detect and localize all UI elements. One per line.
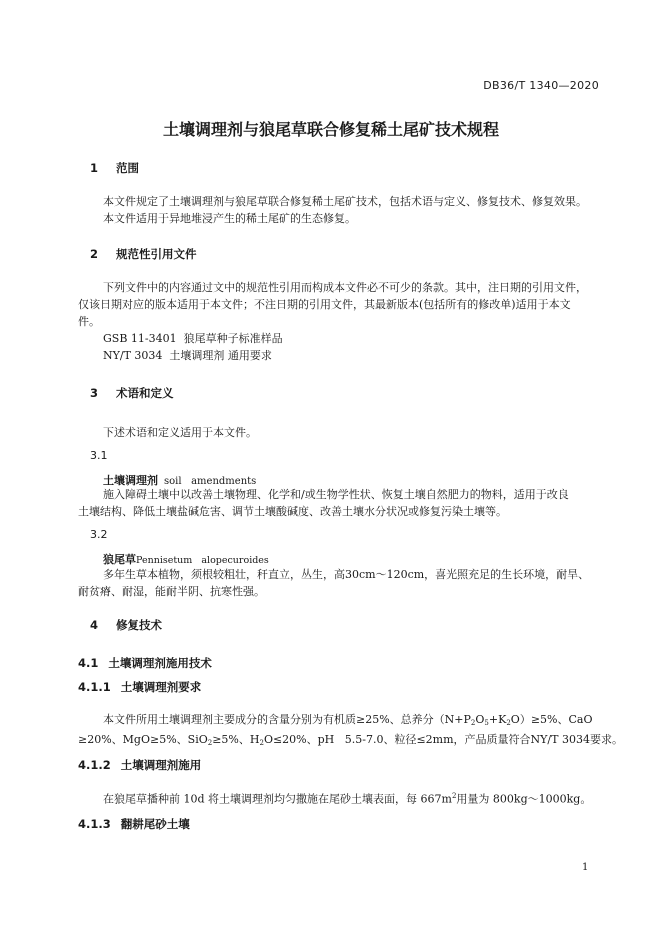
- term-3-1-name-en: soil amendments: [164, 476, 257, 487]
- section-1-paragraph-2: 本文件适用于异地堆浸产生的稀土尾矿的生态修复。: [103, 212, 356, 225]
- reference-ny-t-3034: NY/T 3034 土壤调理剂 通用要求: [103, 349, 272, 362]
- amendment-line-2-part-c: O≤20%、pH 5.5-7.0、粒径≤2mm，产品质量符合NY/T 3034要求。: [263, 733, 623, 746]
- term-3-1-definition-line-1: 施入障碍土壤中以改善土壤物理、化学和/或生物学性状、恢复土壤自然肥力的物料，适用于改良: [103, 488, 569, 501]
- section-3-heading: [90, 385, 174, 401]
- subsection-4-1-1-number: 4.1.1: [78, 680, 111, 694]
- amendment-line-1-sub-2: 5: [484, 719, 489, 727]
- amendment-requirement-line-1: [103, 711, 592, 732]
- term-3-2-number: 3.2: [90, 528, 108, 541]
- amendment-line-2-sub-2: 2: [259, 739, 264, 747]
- amendment-line-1-sub-3: 2: [506, 719, 511, 727]
- subsection-4-1-3-heading: [78, 816, 190, 832]
- section-1-title: 范围: [116, 161, 139, 175]
- subsection-4-1-heading: [78, 655, 212, 671]
- application-text-part-a: 在狼尾草播种前 10d 将土壤调理剂均匀撒施在尾砂土壤表面，每 667m: [103, 792, 452, 806]
- section-4-title: 修复技术: [116, 618, 162, 632]
- section-2-paragraph-line-3: 件。: [78, 315, 100, 328]
- reference-gsb-11-3401: GSB 11-3401 狼尾草种子标准样品: [103, 332, 283, 345]
- subsection-4-1-1-heading: [78, 679, 201, 695]
- section-2-heading: [90, 246, 197, 262]
- section-4-number: 4: [90, 618, 99, 632]
- term-3-2-title: [103, 548, 269, 567]
- section-3-number: 3: [90, 386, 99, 400]
- section-2-paragraph-line-1: 下列文件中的内容通过文中的规范性引用而构成本文件必不可少的条款。其中，注日期的引用文件，: [103, 281, 587, 294]
- term-3-2-definition-line-2: 耐贫瘠、耐湿，能耐半阴、抗寒性强。: [78, 585, 265, 598]
- amendment-application-text: [103, 788, 591, 808]
- term-3-2-definition-line-1: 多年生草本植物，须根较粗壮，秆直立，丛生，高30cm～120cm，喜光照充足的生长环境，耐旱、: [103, 568, 590, 581]
- subsection-4-1-2-number: 4.1.2: [78, 758, 111, 772]
- document-title: 土壤调理剂与狼尾草联合修复稀土尾矿技术规程: [162, 120, 499, 139]
- section-2-title: 规范性引用文件: [116, 247, 197, 261]
- amendment-line-2-part-a: ≥20%、MgO≥5%、SiO: [78, 733, 208, 746]
- subsection-4-1-number: 4.1: [78, 656, 99, 670]
- subsection-4-1-2-heading: [78, 757, 201, 773]
- subsection-4-1-3-number: 4.1.3: [78, 817, 111, 831]
- application-text-part-b: 用量为 800kg～1000kg。: [456, 792, 592, 806]
- amendment-line-1-part-d: O）≥5%、CaO: [510, 713, 593, 726]
- amendment-line-1-part-c: +K: [488, 713, 507, 726]
- term-3-2-name-en: Pennisetum alopecuroides: [136, 555, 269, 566]
- subsection-4-1-2-title: 土壤调理剂施用: [120, 758, 202, 772]
- section-2-paragraph-line-2: 仅该日期对应的版本适用于本文件；不注日期的引用文件，其最新版本(包括所有的修改单)适用于本文: [78, 298, 571, 311]
- application-text-sup: 2: [451, 792, 457, 800]
- subsection-4-1-3-title: 翻耕尾砂土壤: [120, 817, 190, 831]
- term-3-1-definition-line-2: 土壤结构、降低土壤盐碱危害、调节土壤酸碱度、改善土壤水分状况或修复污染土壤等。: [78, 505, 507, 518]
- section-1-number: 1: [90, 161, 99, 175]
- amendment-line-2-sub-1: 2: [207, 739, 213, 747]
- section-4-heading: [90, 617, 162, 633]
- standard-code: DB36/T 1340—2020: [483, 79, 599, 92]
- section-3-intro: 下述术语和定义适用于本文件。: [103, 426, 257, 439]
- amendment-line-1-part-b: O: [475, 713, 485, 726]
- term-3-1-number: 3.1: [90, 449, 108, 462]
- page-number: 1: [582, 862, 589, 873]
- amendment-line-1-sub-1: 2: [470, 719, 476, 727]
- amendment-line-2-part-b: ≥5%、H: [212, 733, 260, 746]
- term-3-2-name-cn: 狼尾草: [103, 553, 136, 566]
- subsection-4-1-title: 土壤调理剂施用技术: [108, 656, 212, 670]
- term-3-1-name-cn: 土壤调理剂: [103, 474, 158, 487]
- amendment-requirement-line-2: [78, 731, 623, 752]
- subsection-4-1-1-title: 土壤调理剂要求: [120, 680, 202, 694]
- section-1-heading: [90, 160, 139, 176]
- amendment-line-1-part-a: 本文件所用土壤调理剂主要成分的含量分别为有机质≥25%、总养分（N+P: [103, 713, 471, 726]
- section-2-number: 2: [90, 247, 99, 261]
- section-3-title: 术语和定义: [116, 386, 174, 400]
- section-1-paragraph-1: 本文件规定了土壤调理剂与狼尾草联合修复稀土尾矿技术，包括术语与定义、修复技术、修复效果。: [103, 195, 587, 208]
